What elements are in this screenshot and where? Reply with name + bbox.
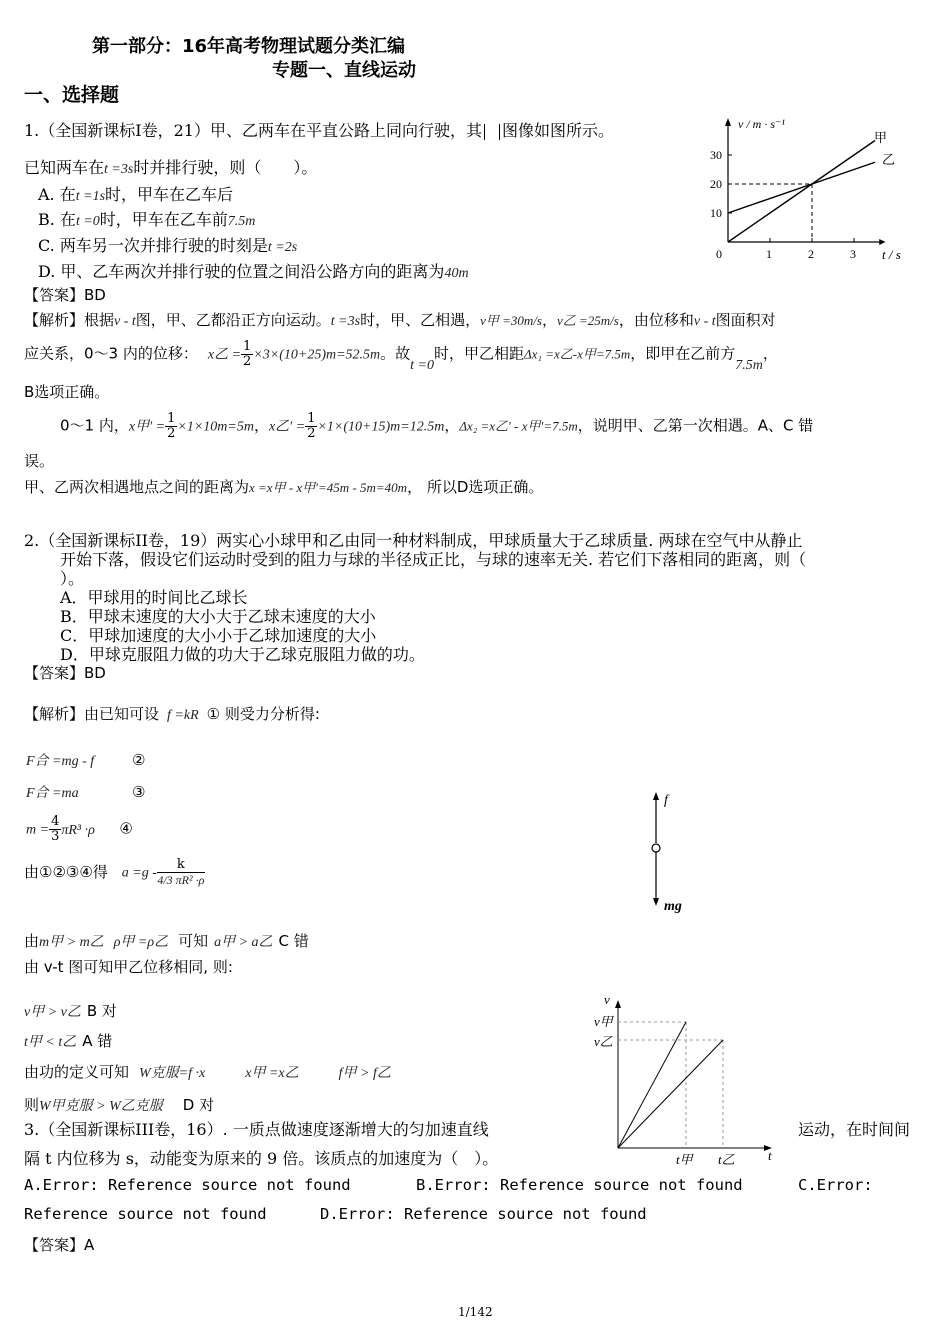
vt2-label-vyi: v乙 [594, 1034, 613, 1049]
q1-exp-line3: B选项正确。 [24, 383, 110, 401]
q1-stem-line2: 已知两车在t =3s时并排行驶，则（ ）。 [24, 158, 318, 177]
q2-vt-line: 由 v-t 图可知甲乙位移相同, 则: [24, 958, 233, 976]
vt-axes [725, 118, 886, 245]
vt-symbol [484, 124, 500, 140]
q2-work-result: 则W甲克服 > W乙克服 D 对 [24, 1096, 215, 1114]
q2-stem-line2: 开始下落，假设它们运动时受到的阻力与球的半径成正比，与球的速率无关. 若它们下落相同的距离，则（ [60, 550, 807, 569]
q3-option-a: A.Error: Reference source not found [24, 1176, 351, 1194]
section-heading: 一、选择题 [24, 84, 120, 106]
page-number: 1/142 [458, 1305, 493, 1319]
q1-vt-chart [700, 112, 910, 262]
vt-ytick-label: 10 [710, 206, 722, 220]
q3-option-b: B.Error: Reference source not found [416, 1176, 743, 1194]
q1-exp-line1: 【解析】根据v - t图，甲、乙都沿正方向运动。t =3s时，甲、乙相遇，v甲 =30m/s，v乙 =25m/s，由位移和v - t图面积对 [24, 311, 776, 329]
arrow-down-head [653, 898, 659, 906]
document-subtitle: 专题一、直线运动 [272, 60, 416, 81]
vt-lines [728, 141, 875, 243]
q2-stem-line3: ）。 [60, 569, 85, 588]
vt2-label-tjia: t甲 [676, 1152, 693, 1167]
q2-eq4: m = $\frac{4}{3}$ πR³ ·ρ ④ [26, 814, 133, 844]
q3-option-d: D.Error: Reference source not found [320, 1205, 647, 1223]
vt2-xlabel: t [768, 1148, 772, 1163]
q2-work-line: 由功的定义可知 W克服=f ·x x甲 =x乙 f甲 > f乙 [24, 1063, 391, 1081]
q3-answer: 【答案】A [24, 1236, 95, 1254]
q1-exp-line4: 0～1 内，x甲′ = $\frac{1}{2}$ ×1×10m=5m，x乙′ = $\frac{1}{2}$ ×1×(10+15)m=12.5m，Δx₂ =x乙′ - x甲′=7.5m，说明甲、乙第一次相遇。A、C 错 [60, 411, 814, 441]
q1-exp-line5: 误。 [24, 452, 55, 470]
q3-stem-line1a: 3.（全国新课标III卷，16）. 一质点做速度逐渐增大的匀加速直线 [24, 1120, 489, 1139]
vt-label-yi: 乙 [882, 152, 896, 167]
vt-xlabel: t / s [882, 247, 901, 262]
q1-option-a: A. 在t =1s时，甲车在乙车后 [38, 185, 234, 204]
vt2-label-vjia: v甲 [594, 1014, 613, 1029]
q1-exp-line6: 甲、乙两次相遇地点之间的距离为x =x甲 - x甲′=45m - 5m=40m， 所以D选项正确。 [24, 478, 544, 496]
vt-label-jia: 甲 [874, 130, 888, 145]
document-title: 第一部分：16年高考物理试题分类汇编 [92, 36, 406, 57]
q3-stem-line1b: 运动，在时间间 [798, 1120, 911, 1139]
vt2-y-arrow [615, 1000, 621, 1008]
q1-stem-line1: 1.（全国新课标I卷，21）甲、乙两车在平直公路上同向行驶，其 图像如图所示。 [24, 121, 614, 140]
q2-option-a: A．甲球用的时间比乙球长 [60, 588, 248, 607]
vt-x-arrow [879, 239, 885, 245]
q2-stem-line1: 2.（全国新课标II卷，19）两实心小球甲和乙由同一种材料制成，甲球质量大于乙球质量. 两球在空气中从静止 [24, 531, 803, 550]
vt-y-arrow [725, 118, 731, 126]
q2-result: 由①②③④得 a =g - $\frac{k}{\text{4/3 πR² ·ρ}}$ [24, 857, 205, 887]
q2-vt-chart [590, 992, 790, 1174]
q3-stem-line2: 隔 t 内位移为 s，动能变为原来的 9 倍。该质点的加速度为（ ）。 [24, 1149, 499, 1168]
q1-option-b: B. 在t =0时，甲车在乙车前7.5m [38, 210, 256, 229]
vt-ytick-label: 30 [710, 148, 722, 162]
ball-circle [652, 844, 660, 852]
q1-answer: 【答案】BD [24, 286, 106, 304]
q2-answer: 【答案】BD [24, 664, 106, 682]
force-label-f: f [664, 793, 668, 808]
vt-series-line-jia [728, 141, 875, 243]
fraction-half: $\frac{1}{2}$ [243, 339, 252, 369]
vt-xtick-label: 3 [850, 247, 856, 261]
vt-xtick-label: 1 [766, 247, 772, 261]
vt-xtick-label: 2 [808, 247, 814, 261]
q2-eq2: F合 =mg - f ② [26, 751, 146, 769]
q1-option-d: D. 甲、乙车两次并排行驶的位置之间沿公路方向的距离为40m [38, 262, 469, 281]
arrow-up-head [653, 792, 659, 800]
q2-option-b: B．甲球末速度的大小大于乙球末速度的大小 [60, 607, 376, 626]
vt2-label-tyi: t乙 [718, 1152, 735, 1167]
q2-exp-line1: 【解析】由已知可设 f =kR ① 则受力分析得: [24, 705, 320, 723]
force-label-mg: mg [664, 899, 682, 914]
vt-series-line-yi [728, 162, 875, 213]
q2-t-line: t甲 < t乙 A 错 [24, 1032, 113, 1050]
q2-v-line: v甲 > v乙 B 对 [24, 1002, 117, 1020]
q2-mass-line: 由m甲 > m乙 ρ甲 =ρ乙 可知 a甲 > a乙 C 错 [24, 932, 309, 950]
force-diagram [640, 788, 690, 918]
vt-xtick-label: 0 [716, 247, 722, 261]
vt2-line-yi [618, 1040, 723, 1148]
vt2-line-jia [618, 1022, 686, 1148]
q2-option-d: D．甲球克服阻力做的功大于乙球克服阻力做的功。 [60, 645, 425, 664]
vt-ylabel: v / m · s⁻¹ [738, 117, 785, 131]
q1-exp-line2: 应关系，0～3 内的位移： x乙 = $\frac{1}{2}$ ×3×(10+25)m=52.5m。故t =0时，甲乙相距Δx₁ =x乙-x甲=7.5m，即甲在乙前方7.5m， [24, 339, 778, 373]
q2-option-c: C．甲球加速度的大小小于乙球加速度的大小 [60, 626, 377, 645]
vt2-ylabel: v [604, 992, 610, 1007]
q2-eq3: F合 =ma ③ [26, 783, 146, 801]
vt-ytick-label: 20 [710, 177, 722, 191]
q1-option-c: C. 两车另一次并排行驶的时刻是t =2s [38, 236, 298, 255]
q3-option-c: C.Error: [798, 1176, 873, 1194]
q3-option-c-cont: Reference source not found [24, 1205, 267, 1223]
